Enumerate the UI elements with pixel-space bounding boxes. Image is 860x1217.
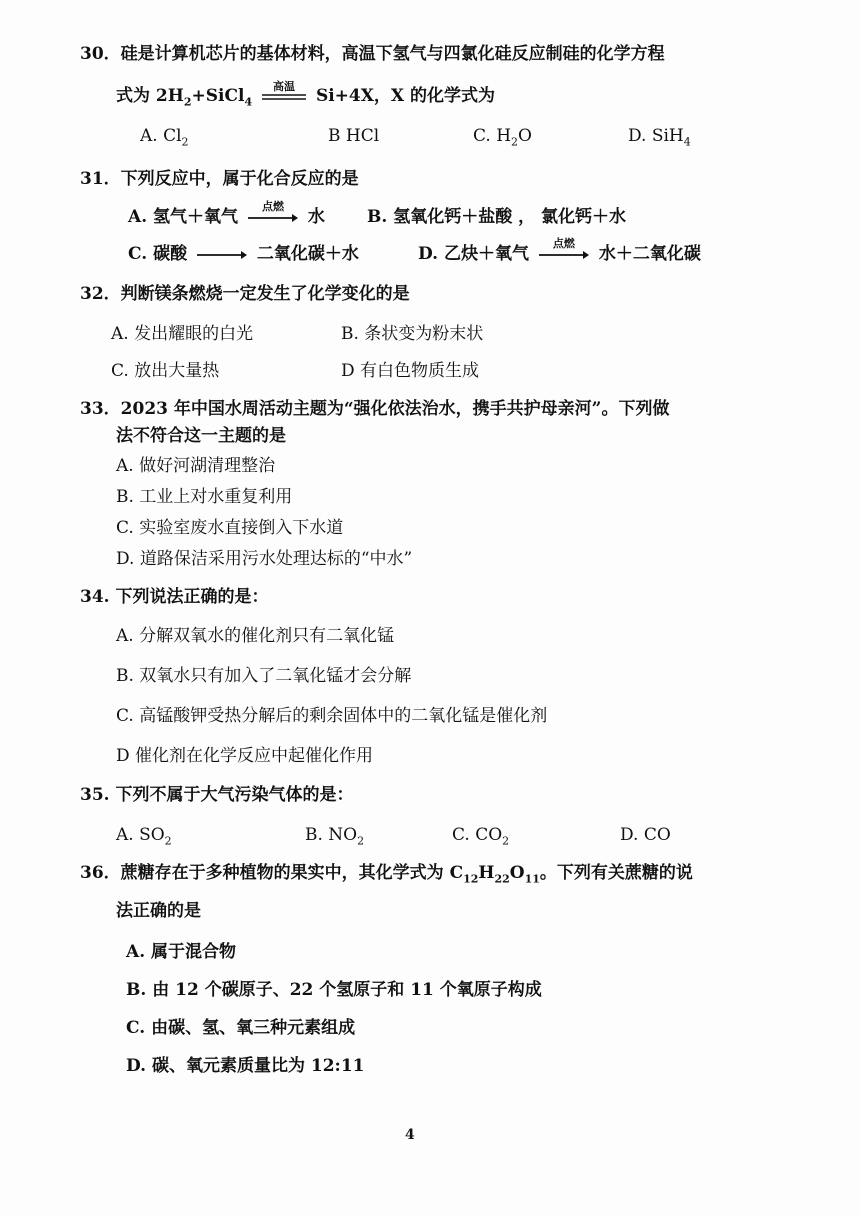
q36-option-b: B. 由 12 个碳原子、22 个氢原子和 11 个氧原子构成 xyxy=(126,980,542,1000)
q34-option-b: B. 双氧水只有加入了二氧化锰才会分解 xyxy=(116,666,412,686)
q36-stem-line1: 36．蔗糖存在于多种植物的果实中，其化学式为 $C_{12}H_{22}O_{11}$。下列有关蔗糖的说 xyxy=(80,863,693,886)
q33-option-b: B. 工业上对水重复利用 xyxy=(116,487,293,507)
reaction-arrow-icon xyxy=(197,250,247,260)
reaction-arrow-icon: 点燃 xyxy=(539,250,589,260)
q31-stem: 31．下列反应中，属于化合反应的是 xyxy=(80,169,359,189)
q30-option-d: D. SiH$_4$ xyxy=(628,126,691,149)
q32-stem: 32．判断镁条燃烧一定发生了化学变化的是 xyxy=(80,284,410,304)
q36-option-a: A. 属于混合物 xyxy=(126,942,237,962)
q32-option-c: C. 放出大量热 xyxy=(111,361,220,381)
q31-option-c: C. 碳酸 二氧化碳＋水 xyxy=(128,244,359,264)
q30-stem-line2: 式为 $2H_2+SiCl_4$ 高温 Si+4X，X 的化学式为 xyxy=(116,79,496,109)
q35-stem: 35. 下列不属于大气污染气体的是： xyxy=(80,785,354,805)
q33-stem-line1: 33．2023 年中国水周活动主题为“强化依法治水，携手共护母亲河”。下列做 xyxy=(80,399,670,419)
q32-option-d: D 有白色物质生成 xyxy=(341,361,480,381)
q31-option-d: D. 乙炔＋氧气 点燃 水＋二氧化碳 xyxy=(418,236,701,264)
q33-stem-line2: 法不符合这一主题的是 xyxy=(116,426,286,446)
q30-option-a: A. $Cl_2$ xyxy=(140,126,189,149)
q34-option-a: A. 分解双氧水的催化剂只有二氧化锰 xyxy=(116,626,395,646)
page-number: 4 xyxy=(405,1127,415,1143)
q35-option-c: C. $CO_2$ xyxy=(452,825,510,848)
q34-stem: 34. 下列说法正确的是： xyxy=(80,587,269,607)
reaction-arrow-icon: 点燃 xyxy=(248,213,298,223)
q34-option-d: D 催化剂在化学反应中起催化作用 xyxy=(116,746,374,766)
q36-option-c: C. 由碳、氢、氧三种元素组成 xyxy=(126,1018,356,1038)
q35-option-a: A. $SO_2$ xyxy=(116,825,172,848)
q35-option-d: D. CO xyxy=(620,825,671,845)
q33-option-d: D. 道路保洁采用污水处理达标的“中水” xyxy=(116,549,413,569)
q36-stem-line2: 法正确的是 xyxy=(116,901,201,921)
q33-option-c: C. 实验室废水直接倒入下水道 xyxy=(116,518,344,538)
q31-option-a: A. 氢气＋氧气 点燃 水 xyxy=(128,199,325,227)
q31-option-b: B. 氢氧化钙＋盐酸 ， 氯化钙＋水 xyxy=(367,207,627,227)
q30-option-c: C. $H_2O$ xyxy=(473,126,532,149)
q32-option-b: B. 条状变为粉末状 xyxy=(341,324,484,344)
q35-option-b: B. $NO_2$ xyxy=(305,825,365,848)
q32-option-a: A. 发出耀眼的白光 xyxy=(111,324,254,344)
q34-option-c: C. 高锰酸钾受热分解后的剩余固体中的二氧化锰是催化剂 xyxy=(116,706,548,726)
q30-stem-line1: 30．硅是计算机芯片的基体材料，高温下氢气与四氯化硅反应制硅的化学方程 xyxy=(80,44,665,64)
q33-option-a: A. 做好河湖清理整治 xyxy=(116,456,276,476)
reaction-arrow-icon: 高温 xyxy=(273,79,296,93)
q36-option-d: D. 碳、氧元素质量比为 12:11 xyxy=(126,1056,365,1076)
q30-option-b: B HCl xyxy=(328,126,380,146)
